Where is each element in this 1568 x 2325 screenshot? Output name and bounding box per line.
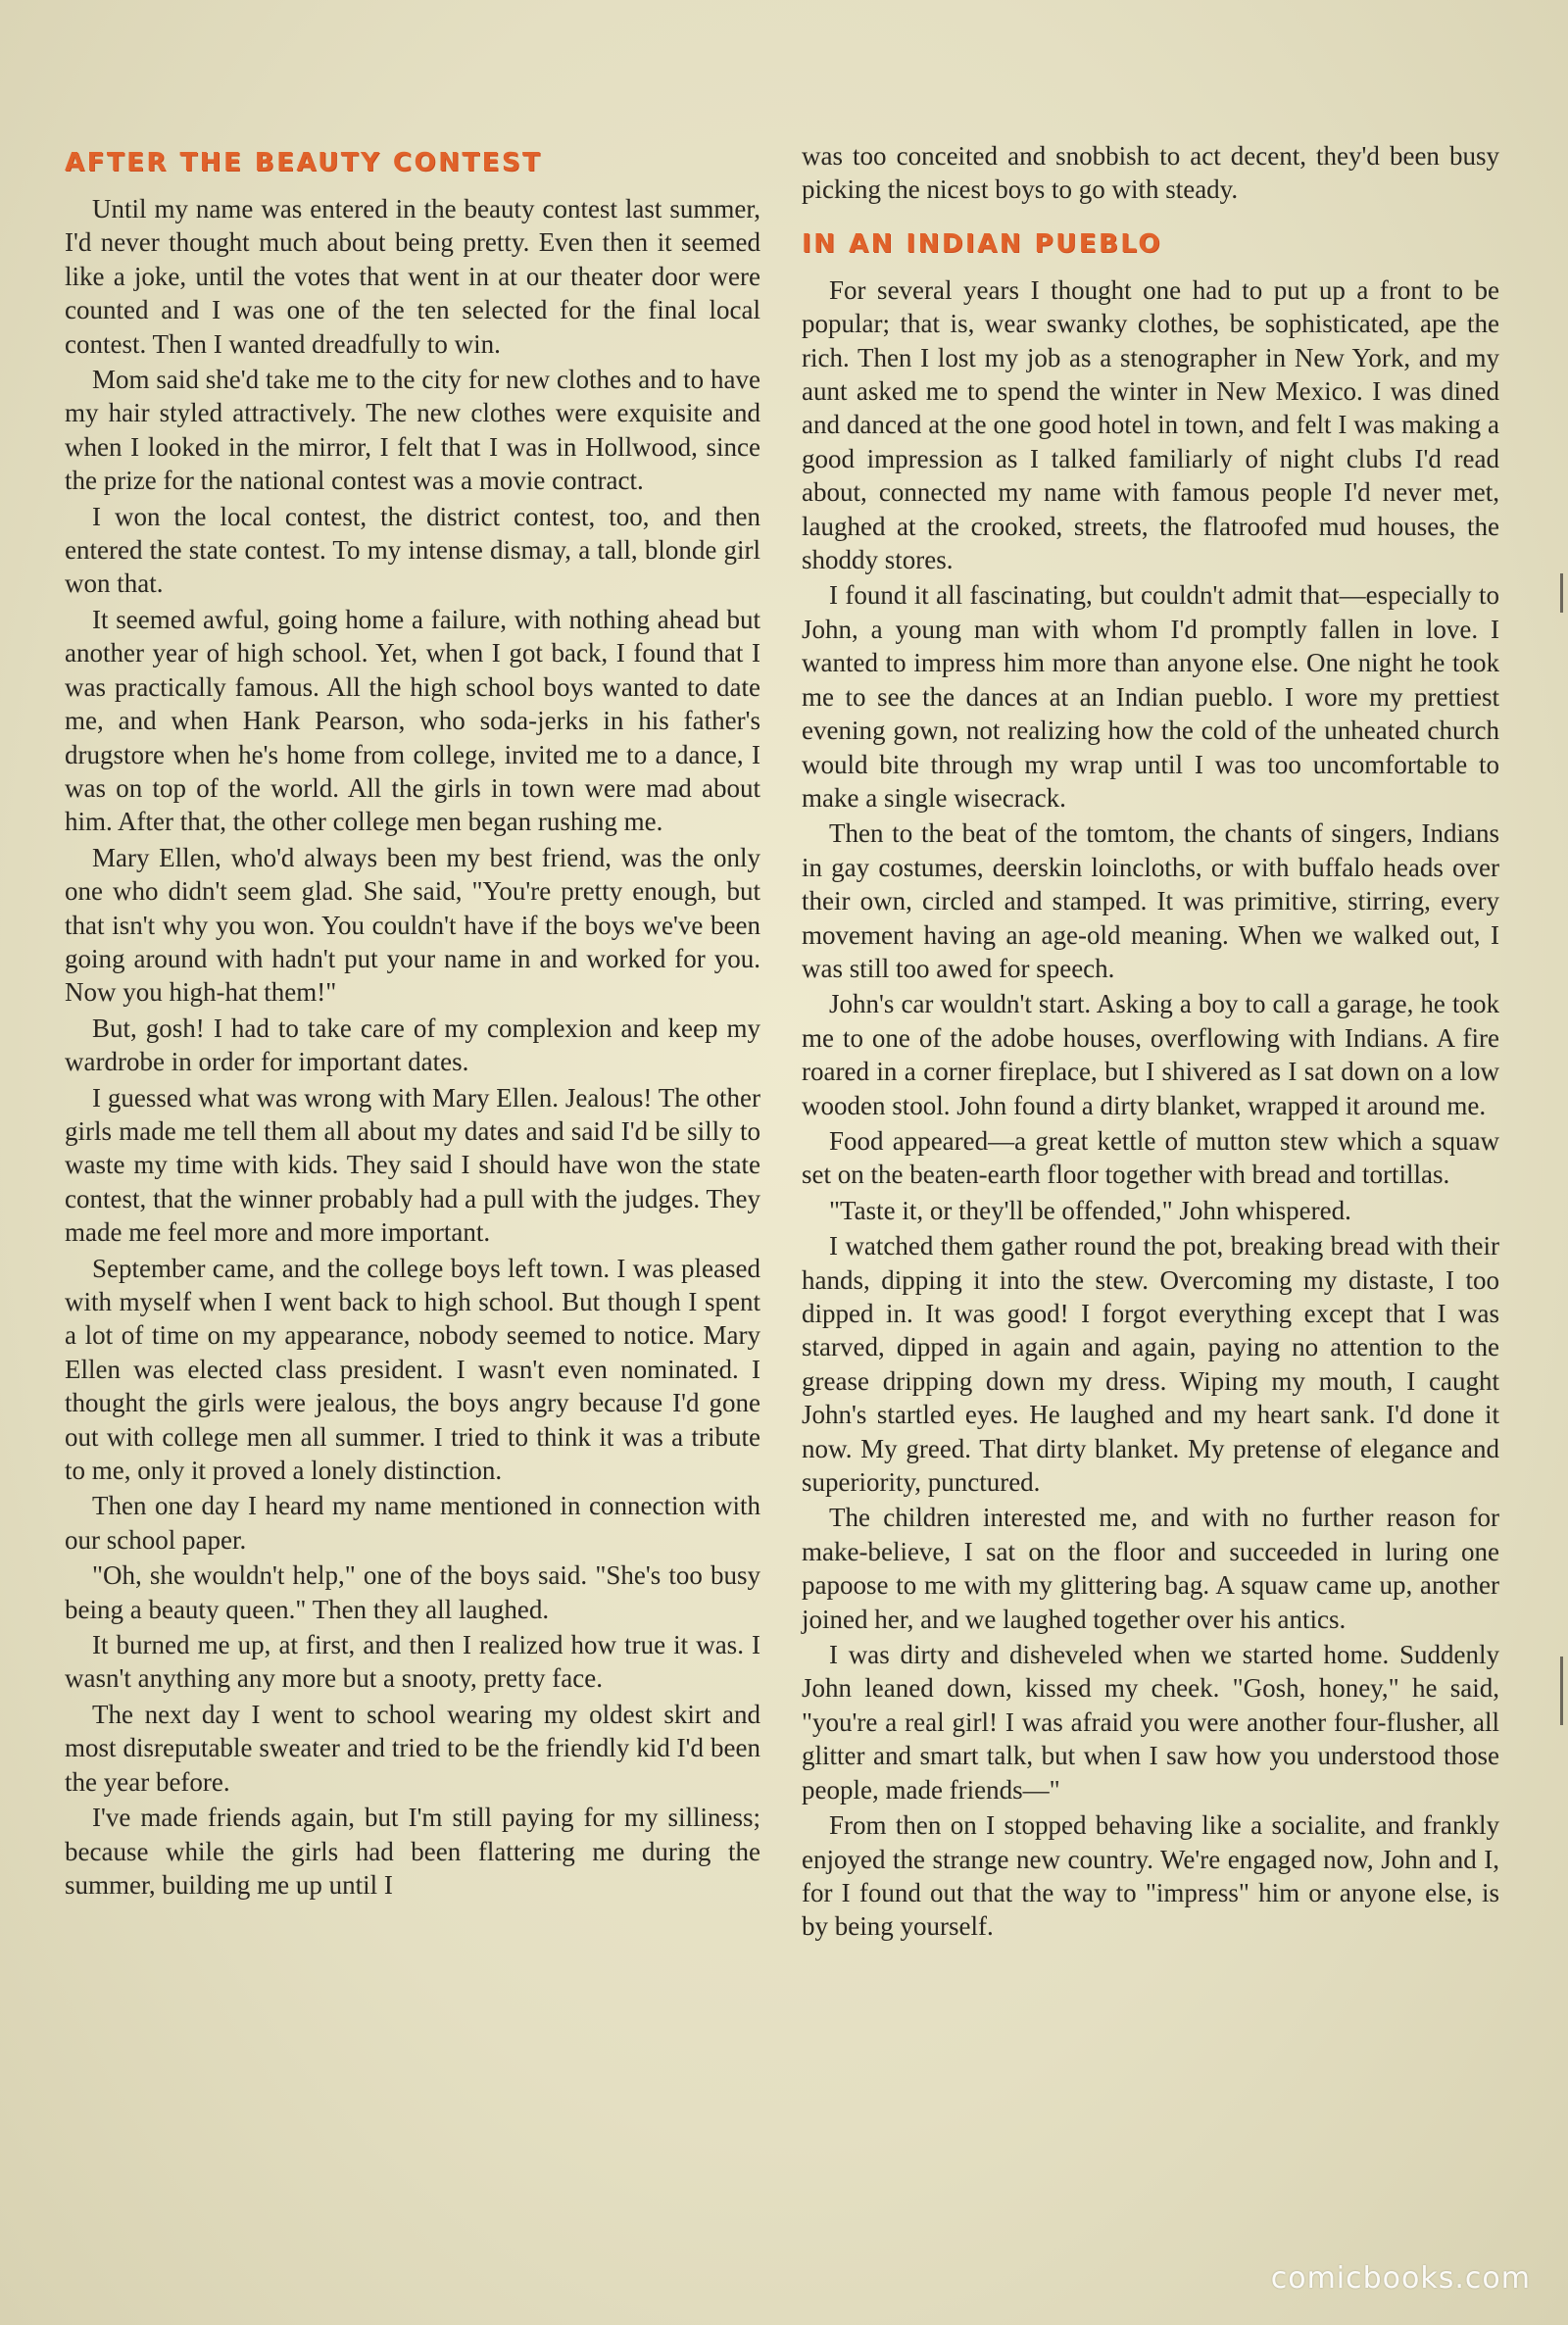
paragraph: "Taste it, or they'll be offended," John whispered. — [829, 1195, 1351, 1225]
paragraph: From then on I stopped behaving like a socialite, and frankly enjoyed the strange new country. We're engaged now, John and I, for I found out that the way to "impress" him or anyone else, is by being yourself. — [802, 1810, 1499, 1942]
paragraph: Then one day I heard my name mentioned in connection with our school paper. — [65, 1491, 760, 1555]
paragraph: I was dirty and disheveled when we started home. Suddenly John leaned down, kissed my cheek. "Gosh, honey," he said, "you're a real girl! I was afraid you were another four-flusher, all glitter and smart talk, but when I saw how you understood those people, made friends—" — [802, 1640, 1499, 1805]
paragraph: Mom said she'd take me to the city for new clothes and to have my hair styled attractively. The new clothes were exquisite and when I looked in the mirror, I felt that I was in Hollwood, since the prize for the national contest was a movie contract. — [65, 365, 760, 496]
paragraph: Mary Ellen, who'd always been my best friend, was the only one who didn't seem glad. She said, "You're pretty enough, but that isn't why you won. You couldn't have if the boys we've been going around with hadn't put your name in and worked for you. Now you high-hat them!" — [65, 842, 760, 1008]
paragraph: Until my name was entered in the beauty contest last summer, I'd never thought much about being pretty. Even then it seemed like a joke, until the votes that went in at our theater door were counted and I was one of the ten selected for the final local contest. Then I wanted dreadfully to win. — [65, 194, 760, 359]
paragraph: Food appeared—a great kettle of mutton stew which a squaw set on the beaten-earth floor together with bread and tortillas. — [802, 1125, 1499, 1190]
section-heading-beauty-contest: AFTER THE BEAUTY CONTEST — [65, 148, 543, 177]
right-column — [802, 139, 1499, 1944]
page-edge-mark — [1560, 573, 1563, 613]
left-column — [65, 135, 760, 1902]
paragraph: I guessed what was wrong with Mary Ellen. Jealous! The other girls made me tell them all about my dates and said I'd be silly to waste my time with kids. They said I should have won the state contest, that the winner probably had a pull with the judges. They made me feel more and more important. — [65, 1082, 760, 1248]
paragraph: "Oh, she wouldn't help," one of the boys said. "She's too busy being a beauty queen." Then they all laughed. — [65, 1560, 760, 1624]
paragraph: The children interested me, and with no further reason for make-believe, I sat on the floor and succeeded in luring one papoose to me with my glittering bag. A squaw came up, another joined her, and we laughed together over his antics. — [802, 1503, 1499, 1634]
paragraph: Then to the beat of the tomtom, the chants of singers, Indians in gay costumes, deerskin loincloths, or with buffalo heads over their own, circled and stamped. It was primitive, stirring, every movement having an age-old meaning. When we walked out, I was still too awed for speech. — [802, 818, 1499, 983]
paragraph: I found it all fascinating, but couldn't admit that—especially to John, a young man with whom I'd promptly fallen in love. I wanted to impress him more than anyone else. One night he took me to see the dances at an Indian pueblo. I wore my prettiest evening gown, not realizing how the cold of the unheated church would bite through my wrap until I was too uncomfortable to make a single wisecrack. — [802, 580, 1499, 813]
paragraph: John's car wouldn't start. Asking a boy to call a garage, he took me to one of the adobe houses, overflowing with Indians. A fire roared in a corner fireplace, but I shivered as I sat down on a low wooden stool. John found a dirty blanket, wrapped it around me. — [802, 989, 1499, 1120]
paragraph: It seemed awful, going home a failure, with nothing ahead but another year of high school. Yet, when I got back, I found that I was practically famous. All the high school boys wanted to date me, and when Hank Pearson, who soda-jerks in his father's drugstore when he's home from college, invited me to a dance, I was on top of the world. All the girls in town were mad about him. After that, the other college men began rushing me. — [65, 604, 760, 837]
paragraph: The next day I went to school wearing my oldest skirt and most disreputable sweater and tried to be the friendly kid I'd been the year before. — [65, 1699, 760, 1797]
paragraph: It burned me up, at first, and then I realized how true it was. I wasn't anything any more but a snooty, pretty face. — [65, 1630, 760, 1694]
paragraph: I watched them gather round the pot, breaking bread with their hands, dipping it into the stew. Overcoming my distaste, I too dipped in. It was good! I forgot everything except that I was starved, dipped in again and again, paying no attention to the grease dripping down my dress. Wiping my mouth, I caught John's startled eyes. He laughed and my heart sank. I'd done it now. My greed. That dirty blanket. My pretense of elegance and superiority, punctured. — [802, 1231, 1499, 1498]
paragraph: September came, and the college boys left town. I was pleased with myself when I went back to high school. But though I spent a lot of time on my appearance, nobody seemed to notice. Mary Ellen was elected class president. I wasn't even nominated. I thought the girls were jealous, the boys angry because I'd gone out with college men all summer. I tried to think it was a tribute to me, only it proved a lonely distinction. — [65, 1253, 760, 1486]
watermark: comicbooks.com — [1270, 2261, 1531, 2296]
paragraph-continuation: was too conceited and snobbish to act decent, they'd been busy picking the nicest boys to go with steady. — [802, 141, 1499, 205]
section-heading-indian-pueblo: IN AN INDIAN PUEBLO — [802, 228, 1163, 259]
page-edge-mark — [1560, 1657, 1563, 1725]
paragraph: I've made friends again, but I'm still paying for my silliness; because while the girls had been flattering me during the summer, building me up until I — [65, 1803, 760, 1900]
paragraph: I won the local contest, the district contest, too, and then entered the state contest. To my intense dismay, a tall, blonde girl won that. — [65, 501, 760, 599]
paragraph: But, gosh! I had to take care of my complexion and keep my wardrobe in order for important dates. — [65, 1013, 760, 1077]
paragraph: For several years I thought one had to put up a front to be popular; that is, wear swanky clothes, be sophisticated, ape the rich. Then I lost my job as a stenographer in New York, and my aunt asked me to spend the winter in New Mexico. I was dined and danced at the one good hotel in town, and felt I was making a good impression as I talked familiarly of night clubs I'd read about, connected my name with famous people I'd never met, laughed at the crooked, streets, the flatroofed mud houses, the shoddy stores. — [802, 274, 1499, 575]
